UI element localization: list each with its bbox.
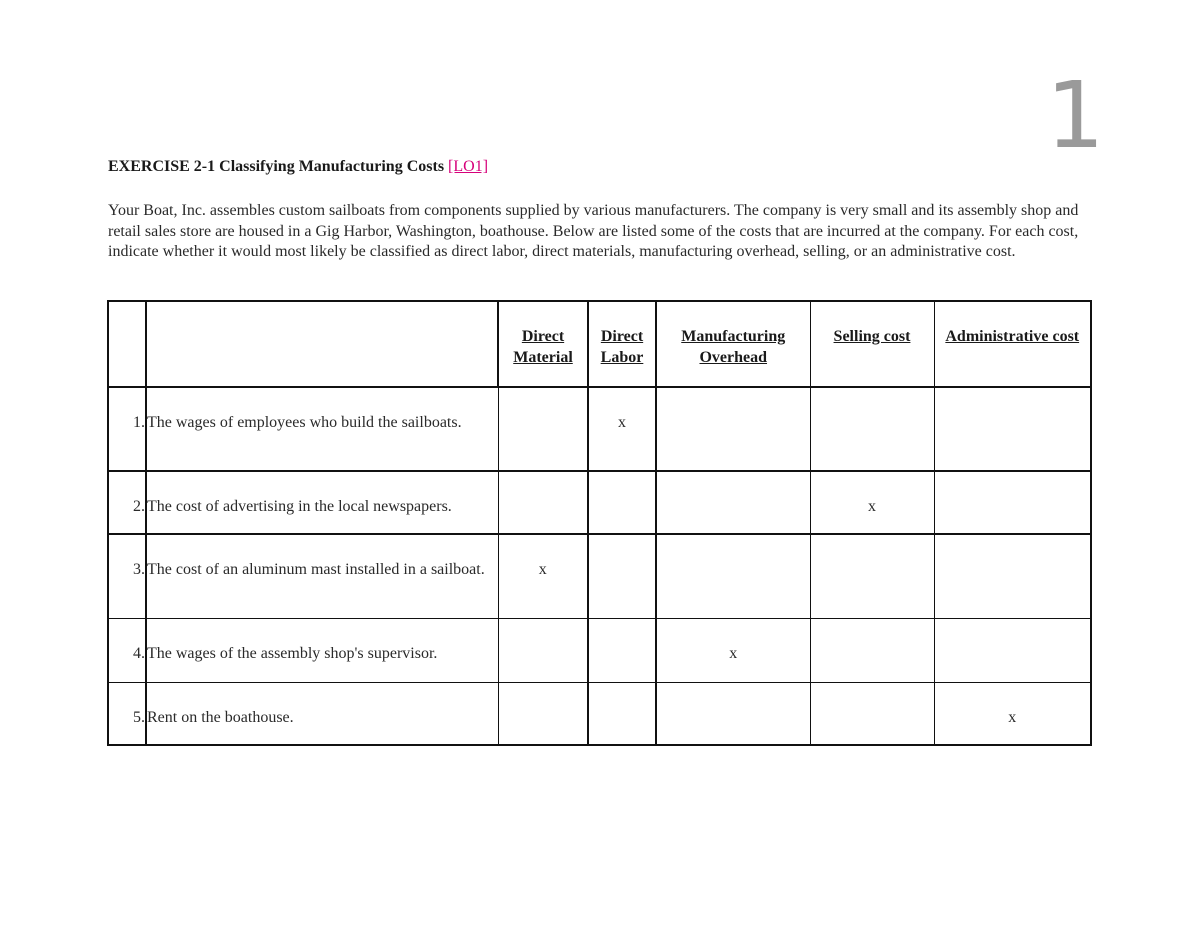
row-description: The cost of advertising in the local newspapers.: [146, 471, 498, 534]
mark-direct-labor: [588, 618, 656, 682]
mark-administrative-cost: x: [934, 682, 1091, 745]
header-description-cell: [146, 301, 498, 387]
exercise-heading: [108, 158, 488, 176]
table-row: [108, 618, 1091, 682]
mark-direct-labor: [588, 471, 656, 534]
row-description: The wages of the assembly shop's supervisor.: [146, 618, 498, 682]
table-row: [108, 471, 1091, 534]
mark-administrative-cost: [934, 618, 1091, 682]
header-number-cell: [108, 301, 146, 387]
mark-direct-material: x: [498, 534, 588, 618]
col-header-administrative-cost: Administrative cost: [934, 301, 1091, 387]
mark-manufacturing-overhead: x: [656, 618, 810, 682]
cost-classification-table: [107, 300, 1092, 746]
mark-direct-labor: x: [588, 387, 656, 471]
row-description: The cost of an aluminum mast installed in a sailboat.: [146, 534, 498, 618]
learning-objective-link[interactable]: [LO1]: [448, 158, 489, 175]
mark-selling-cost: [810, 387, 934, 471]
row-number: 1.: [108, 387, 146, 471]
mark-manufacturing-overhead: [656, 387, 810, 471]
mark-direct-material: [498, 387, 588, 471]
mark-selling-cost: x: [810, 471, 934, 534]
table-row: [108, 682, 1091, 745]
mark-direct-material: [498, 618, 588, 682]
mark-direct-material: [498, 682, 588, 745]
mark-manufacturing-overhead: [656, 471, 810, 534]
exercise-intro: Your Boat, Inc. assembles custom sailboats from components supplied by various manufacturers. The company is very small and its assembly shop and retail sales store are housed in a Gig Harbor, Washington, boathouse. Below are listed some of the costs that are incurred at the company. For each cost, indicate whether it would most likely be classified as direct labor, direct materials, manufacturing overhead, selling, or an administrative cost.: [108, 202, 1079, 260]
table-row: [108, 387, 1091, 471]
row-description: The wages of employees who build the sailboats.: [146, 387, 498, 471]
page-number: 1: [1046, 62, 1105, 169]
table-header-row: [108, 301, 1091, 387]
mark-manufacturing-overhead: [656, 534, 810, 618]
mark-manufacturing-overhead: [656, 682, 810, 745]
mark-selling-cost: [810, 682, 934, 745]
mark-direct-material: [498, 471, 588, 534]
row-number: 2.: [108, 471, 146, 534]
exercise-title: EXERCISE 2-1 Classifying Manufacturing Costs: [108, 158, 445, 175]
col-header-manufacturing-overhead: Manufacturing Overhead: [656, 301, 810, 387]
col-header-direct-material: Direct Material: [498, 301, 588, 387]
row-description: Rent on the boathouse.: [146, 682, 498, 745]
row-number: 5.: [108, 682, 146, 745]
mark-selling-cost: [810, 618, 934, 682]
mark-selling-cost: [810, 534, 934, 618]
table-row: [108, 534, 1091, 618]
row-number: 3.: [108, 534, 146, 618]
row-number: 4.: [108, 618, 146, 682]
mark-direct-labor: [588, 682, 656, 745]
mark-administrative-cost: [934, 534, 1091, 618]
col-header-direct-labor: Direct Labor: [588, 301, 656, 387]
mark-direct-labor: [588, 534, 656, 618]
col-header-selling-cost: Selling cost: [810, 301, 934, 387]
mark-administrative-cost: [934, 471, 1091, 534]
mark-administrative-cost: [934, 387, 1091, 471]
